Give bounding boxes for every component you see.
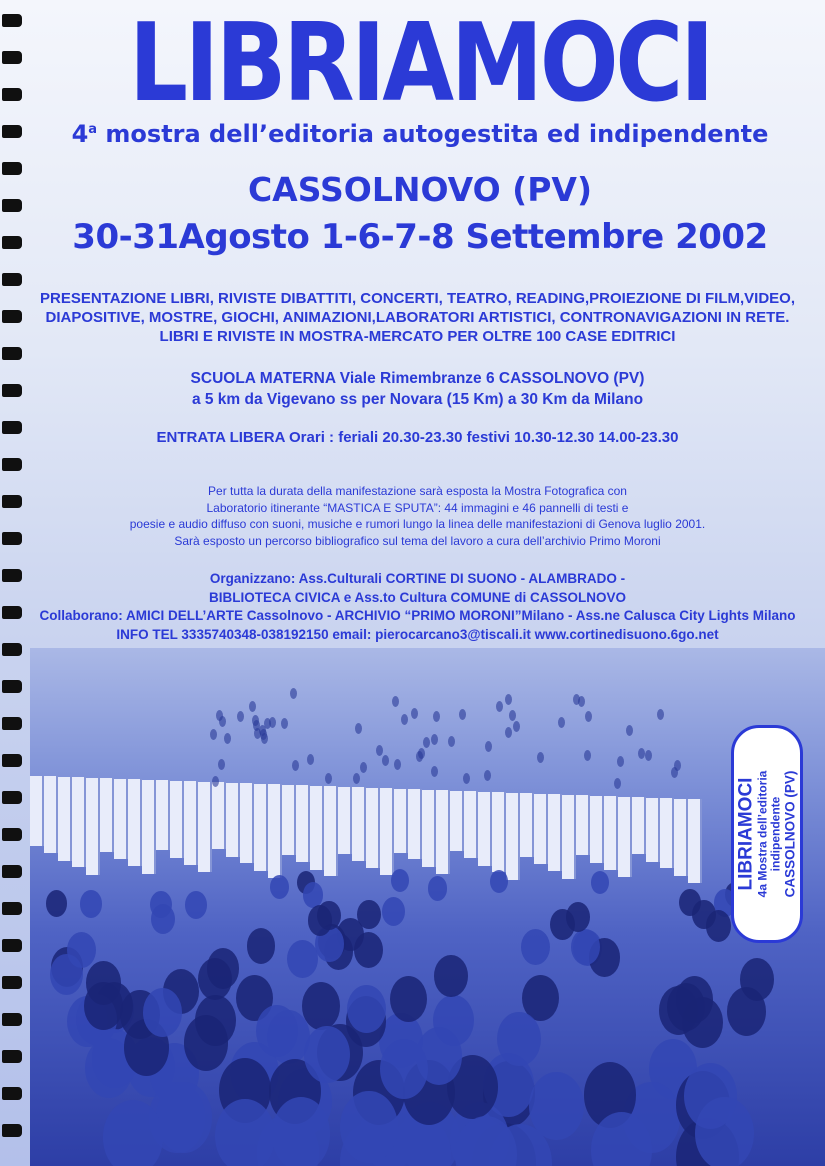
- distant-figure: [448, 736, 455, 747]
- crowd-figure: [529, 1072, 583, 1140]
- crowd-figure: [490, 870, 508, 893]
- binding-ring: [2, 310, 22, 323]
- binding-ring: [2, 1087, 22, 1100]
- sticker-title: LIBRIAMOCI: [735, 777, 757, 891]
- crowd-figure: [302, 982, 340, 1030]
- crowd-figure: [566, 902, 590, 932]
- crowd-figure: [684, 1063, 737, 1129]
- binding-ring: [2, 828, 22, 841]
- binding-ring: [2, 1013, 22, 1026]
- crowd-figure: [84, 982, 122, 1030]
- binding-ring: [2, 162, 22, 175]
- binding-ring: [2, 680, 22, 693]
- crowd-figure: [103, 1100, 162, 1166]
- binding-ring: [2, 458, 22, 471]
- distant-figure: [325, 773, 332, 784]
- crowd: [30, 648, 825, 1166]
- distant-figure: [505, 694, 512, 705]
- distant-figure: [360, 762, 367, 773]
- distant-figure: [617, 756, 624, 767]
- organizers-line: Organizzano: Ass.Culturali CORTINE DI SUONO - ALAMBRADO -: [209, 571, 626, 586]
- binding-ring: [2, 347, 22, 360]
- binding-ring: [2, 865, 22, 878]
- binding-ring: [2, 236, 22, 249]
- distant-figure: [537, 752, 544, 763]
- crowd-figure: [497, 1012, 541, 1066]
- crowd-figure: [434, 955, 467, 997]
- binding-ring: [2, 495, 22, 508]
- binding-ring: [2, 273, 22, 286]
- distant-figure: [416, 751, 423, 762]
- distant-figure: [376, 745, 383, 756]
- distant-figure: [433, 711, 440, 722]
- binding-ring: [2, 1124, 22, 1137]
- distant-figure: [212, 776, 219, 787]
- binding-ring: [2, 14, 22, 27]
- sticker-line: indipendente: [768, 796, 783, 872]
- poster-title: LIBRIAMOCI: [128, 1, 712, 126]
- distant-figure: [674, 760, 681, 771]
- crowd-figure: [428, 876, 447, 900]
- distant-figure: [638, 748, 645, 759]
- distant-figure: [626, 725, 633, 736]
- binding-ring: [2, 643, 22, 656]
- distant-figure: [394, 759, 401, 770]
- distant-figure: [210, 729, 217, 740]
- distant-figure: [484, 770, 491, 781]
- crowd-figure: [676, 976, 713, 1022]
- activities-line: DIAPOSITIVE, MOSTRE, GIOCHI, ANIMAZIONI,LABORATORI ARTISTICI, CONTRONAVIGAZIONI IN RETE.: [45, 309, 790, 326]
- organizers-line: BIBLIOTECA CIVICA e Ass.to Cultura COMUNE di CASSOLNOVO: [208, 589, 627, 605]
- distant-figure: [249, 701, 256, 712]
- poster-subtitle: [40, 120, 800, 148]
- binding-ring: [2, 88, 22, 101]
- binding-ring: [2, 754, 22, 767]
- crowd-figure: [272, 1097, 331, 1166]
- binding-ring: [2, 125, 22, 138]
- distant-figure: [224, 733, 231, 744]
- sticker-place: CASSOLNOVO (PV): [782, 770, 798, 898]
- distant-figure: [585, 711, 592, 722]
- organizers-line: INFO TEL 3335740348-038192150 email: pierocarcano3@tiscali.it www.cortinedisuono.6go.net: [116, 626, 719, 642]
- binding-ring: [2, 569, 22, 582]
- crowd-figure: [184, 1015, 228, 1070]
- binding-ring: [2, 606, 22, 619]
- crowd-figure: [67, 932, 96, 969]
- distant-figure: [485, 741, 492, 752]
- crowd-figure: [740, 958, 774, 1000]
- binding-ring: [2, 791, 22, 804]
- crowd-figure: [207, 948, 239, 988]
- crowd-figure: [156, 1082, 212, 1152]
- distant-figure: [392, 696, 399, 707]
- binding-ring: [2, 717, 22, 730]
- exhibit-line: Per tutta la durata della manifestazione sarà esposta la Mostra Fotografica con: [208, 484, 627, 498]
- crowd-figure: [591, 871, 609, 894]
- distant-figure: [237, 711, 244, 722]
- opening-hours: ENTRATA LIBERA Orari : feriali 20.30-23.30 festivi 10.30-12.30 14.00-23.30: [156, 429, 679, 446]
- distant-figure: [307, 754, 314, 765]
- venue-info: [30, 368, 805, 410]
- subtitle-text: mostra dell’editoria autogestita ed indipendente: [97, 120, 769, 148]
- distant-figure: [411, 708, 418, 719]
- distant-figure: [382, 755, 389, 766]
- distant-figure: [459, 709, 466, 720]
- distant-figure: [496, 701, 503, 712]
- crowd-figure: [521, 929, 550, 965]
- distant-figure: [292, 760, 299, 771]
- binding-ring: [2, 384, 22, 397]
- crowd-figure: [185, 891, 207, 918]
- distant-figure: [423, 737, 430, 748]
- distant-figure: [657, 709, 664, 720]
- distant-figure: [614, 778, 621, 789]
- venue-line: a 5 km da Vigevano ss per Novara (15 Km) a 30 Km da Milano: [191, 391, 644, 408]
- crowd-figure: [143, 988, 182, 1037]
- protest-photo: [30, 648, 825, 1166]
- distant-figure: [431, 766, 438, 777]
- distant-figure: [584, 750, 591, 761]
- crowd-figure: [340, 1091, 398, 1163]
- crowd-figure: [247, 928, 276, 964]
- crowd-figure: [80, 890, 102, 917]
- organizers-info: [30, 570, 805, 644]
- event-dates: 30-31Agosto 1-6-7-8 Settembre 2002: [72, 217, 768, 257]
- activities-line: LIBRI E RIVISTE IN MOSTRA-MERCATO PER OLTRE 100 CASE EDITRICI: [159, 328, 676, 345]
- distant-figure: [431, 734, 438, 745]
- distant-figure: [401, 714, 408, 725]
- side-sticker: [731, 725, 803, 943]
- subtitle-ordinal-suffix: a: [88, 122, 98, 137]
- exhibit-line: Sarà esposto un percorso bibliografico sul tema del lavoro a cura dell’archivio Primo Moroni: [174, 533, 661, 548]
- organizers-line: Collaborano: AMICI DELL’ARTE Cassolnovo - ARCHIVIO “PRIMO MORONI”Milano - Ass.ne Calusca City Lights Milano: [39, 608, 796, 623]
- distant-figure: [578, 696, 585, 707]
- crowd-figure: [347, 985, 386, 1033]
- crowd-figure: [215, 1099, 274, 1166]
- sticker-line: 4a Mostra dell’editoria: [755, 770, 770, 898]
- distant-figure: [645, 750, 652, 761]
- subtitle-ordinal: 4: [71, 120, 89, 148]
- binding-ring: [2, 51, 22, 64]
- distant-figure: [513, 721, 520, 732]
- binding-ring: [2, 976, 22, 989]
- distant-figure: [463, 773, 470, 784]
- event-place: CASSOLNOVO (PV): [247, 170, 593, 209]
- exhibit-line: Laboratorio itinerante “MASTICA E SPUTA”: 44 immagini e 46 pannelli di testi e: [206, 500, 629, 515]
- binding-ring: [2, 421, 22, 434]
- spiral-binding: [0, 0, 30, 1166]
- crowd-figure: [382, 897, 405, 926]
- binding-ring: [2, 1050, 22, 1063]
- activities-line: PRESENTAZIONE LIBRI, RIVISTE DIBATTITI, CONCERTI, TEATRO, READING,PROIEZIONE DI FILM,VIDEO,: [39, 290, 796, 307]
- crowd-figure: [270, 875, 289, 899]
- binding-ring: [2, 902, 22, 915]
- crowd-figure: [380, 1039, 428, 1100]
- exhibit-line: poesie e audio diffuso con suoni, musiche e rumori lungo la linea delle manifestazioni di Genova luglio 2001.: [129, 517, 706, 531]
- distant-figure: [218, 759, 225, 770]
- crowd-figure: [390, 976, 427, 1022]
- crowd-figure: [287, 940, 318, 978]
- distant-figure: [355, 723, 362, 734]
- crowd-figure: [46, 890, 68, 917]
- binding-ring: [2, 199, 22, 212]
- distant-figure: [558, 717, 565, 728]
- venue-line: SCUOLA MATERNA Viale Rimembranze 6 CASSOLNOVO (PV): [190, 370, 645, 387]
- sticker-text: [737, 732, 798, 936]
- distant-figure: [290, 688, 297, 699]
- binding-ring: [2, 532, 22, 545]
- binding-ring: [2, 939, 22, 952]
- crowd-figure: [706, 910, 731, 942]
- distant-figure: [281, 718, 288, 729]
- crowd-figure: [391, 869, 409, 892]
- exhibit-description: [30, 483, 805, 549]
- activities-list: [30, 289, 805, 346]
- crowd-figure: [571, 929, 600, 965]
- distant-figure: [505, 727, 512, 738]
- distant-figure: [509, 710, 516, 721]
- distant-figure: [353, 773, 360, 784]
